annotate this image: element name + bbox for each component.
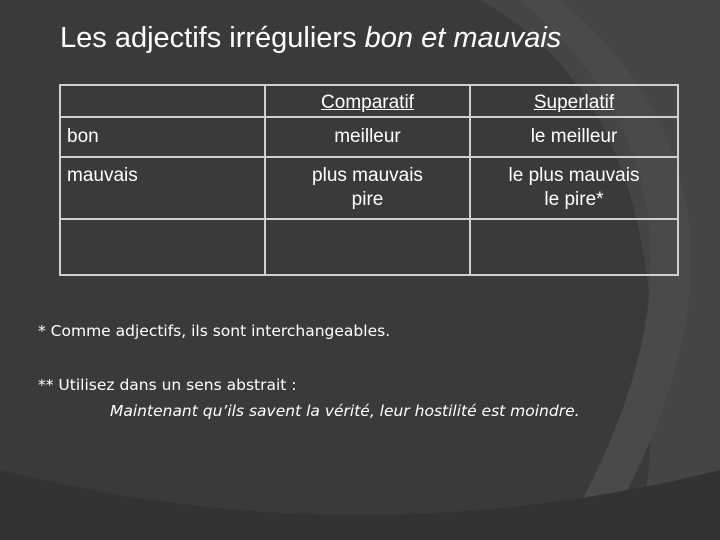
example-sentence: Maintenant qu’ils savent la vérité, leur hostilité est moindre. [110, 402, 580, 420]
row-label: bon [67, 126, 99, 147]
table-cell-label [60, 117, 265, 157]
comparatif-value: pire [351, 189, 384, 210]
table-cell [470, 117, 678, 157]
table-cell [470, 157, 678, 219]
table-header-cell [470, 85, 678, 117]
title-text: Les adjectifs irréguliers [60, 22, 365, 54]
table-cell-label [60, 157, 265, 219]
superlatif-value: le plus mauvais [508, 165, 640, 186]
comparatif-value: meilleur [334, 126, 401, 147]
table-cell [265, 117, 470, 157]
table-cell-empty [265, 219, 470, 275]
slide-title [60, 22, 561, 55]
table-row [60, 219, 678, 275]
title-italic-text: bon et mauvais [364, 22, 562, 54]
table-header-cell [265, 85, 470, 117]
header-superlatif: Superlatif [533, 92, 615, 113]
adjectives-table [59, 84, 679, 276]
table-row [60, 157, 678, 219]
superlatif-value: le meilleur [530, 126, 618, 147]
table-cell [265, 157, 470, 219]
table-cell-empty [470, 219, 678, 275]
superlatif-value: le pire* [544, 189, 604, 210]
row-label: mauvais [67, 165, 138, 186]
table-header-cell-empty [60, 85, 265, 117]
footnote-abstract: ** Utilisez dans un sens abstrait : [38, 376, 297, 394]
comparatif-value: plus mauvais [312, 165, 423, 186]
table-header-row [60, 85, 678, 117]
header-comparatif: Comparatif [321, 92, 414, 113]
footnote-interchangeable: * Comme adjectifs, ils sont interchangeables. [38, 322, 391, 340]
table-cell-empty [60, 219, 265, 275]
table-row [60, 117, 678, 157]
